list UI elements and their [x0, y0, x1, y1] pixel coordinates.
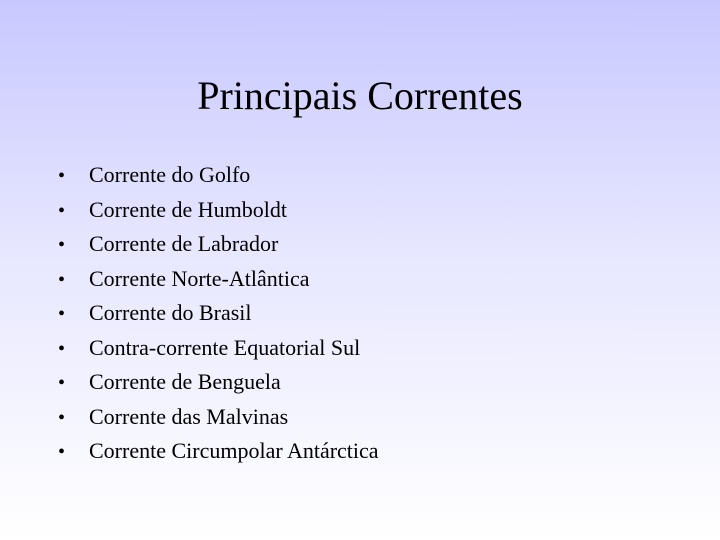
list-item	[58, 331, 379, 366]
bullet-icon: •	[58, 406, 66, 429]
slide-title: Principais Correntes	[197, 73, 523, 118]
list-item-text: Corrente do Brasil	[89, 300, 252, 325]
list-item	[58, 262, 379, 297]
bullet-icon: •	[58, 337, 66, 360]
bullet-icon: •	[58, 165, 66, 187]
bullet-icon: •	[58, 268, 66, 291]
bullet-icon: •	[58, 199, 66, 222]
bullet-icon: •	[58, 372, 66, 394]
bullet-icon: •	[58, 234, 66, 256]
list-item	[58, 434, 379, 469]
list-item-text: Corrente de Humboldt	[89, 196, 287, 222]
list-item-text: Corrente das Malvinas	[89, 403, 289, 429]
list-item-text: Corrente do Golfo	[89, 162, 251, 187]
list-item-text: Contra-corrente Equatorial Sul	[89, 334, 361, 360]
bullet-list	[58, 158, 379, 469]
bullet-icon: •	[58, 441, 66, 463]
bullet-icon: •	[58, 303, 66, 325]
list-item-text: Corrente de Labrador	[89, 231, 279, 256]
list-item	[58, 365, 379, 400]
list-item-text: Corrente de Benguela	[89, 369, 281, 394]
list-item	[58, 400, 379, 435]
list-item-text: Corrente Norte-Atlântica	[89, 265, 310, 291]
list-item	[58, 296, 379, 331]
list-item	[58, 227, 379, 262]
list-item	[58, 158, 379, 193]
list-item	[58, 193, 379, 228]
list-item-text: Corrente Circumpolar Antárctica	[89, 438, 379, 463]
